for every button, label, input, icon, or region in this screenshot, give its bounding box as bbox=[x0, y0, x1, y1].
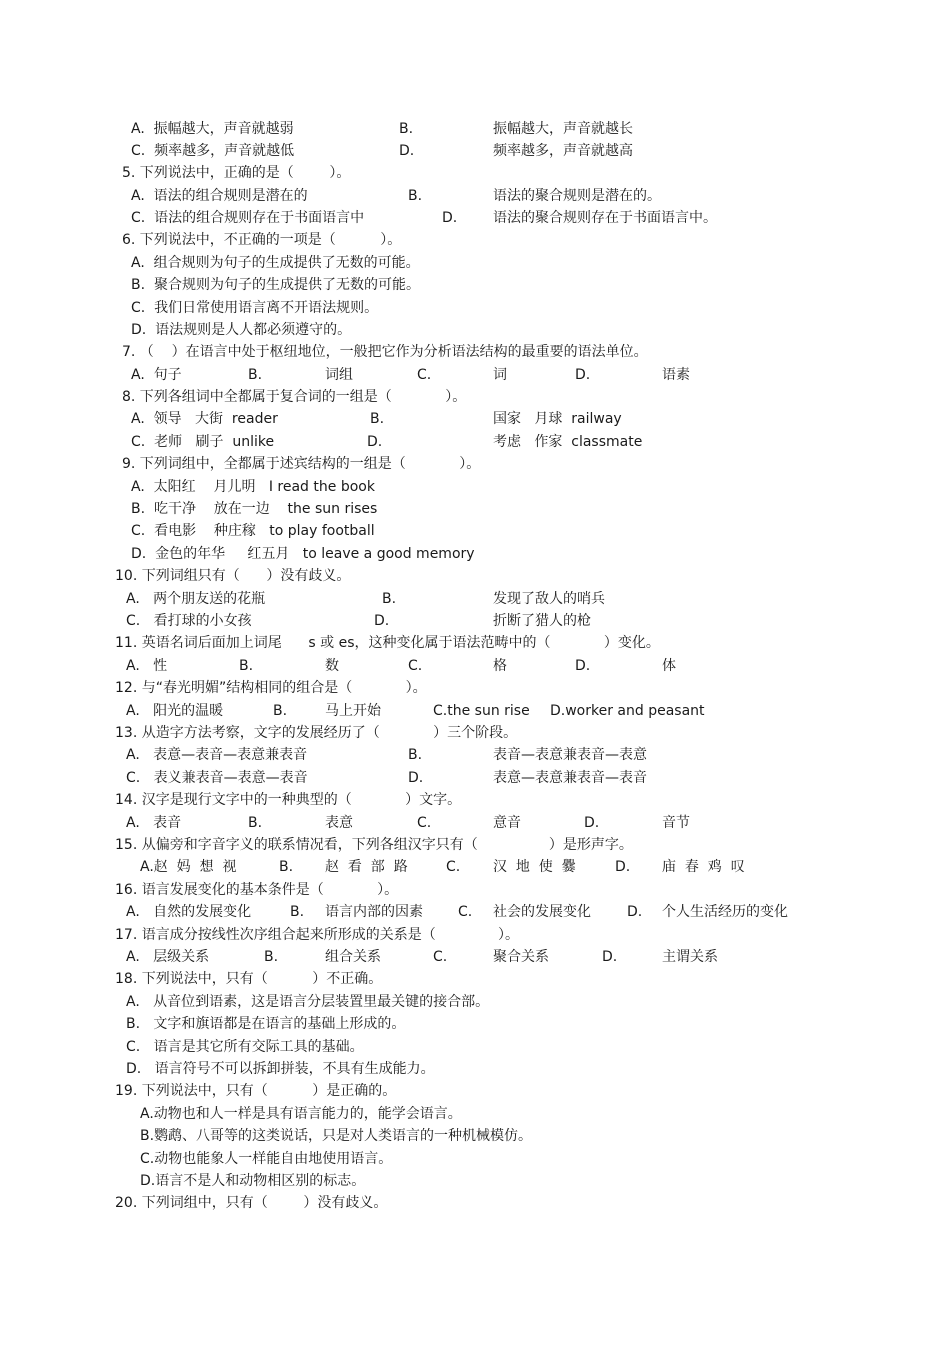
question-line: A. 性 bbox=[126, 658, 168, 674]
option-text: 表音—表意兼表音—表意 bbox=[493, 747, 647, 763]
option-text: D. bbox=[584, 815, 600, 831]
question-line: A. 层级关系 bbox=[126, 949, 210, 965]
question-line: 12. 与“春光明媚”结构相同的组合是（ ）。 bbox=[115, 680, 427, 696]
question-line: 8. 下列各组词中全都属于复合词的一组是（ ）。 bbox=[122, 389, 467, 405]
option-text: 组合关系 bbox=[325, 949, 381, 965]
question-line: B.鹦鹉、八哥等的这类说话，只是对人类语言的一种机械模仿。 bbox=[140, 1128, 533, 1144]
option-text: B. bbox=[273, 703, 288, 719]
option-text: 个人生活经历的变化 bbox=[662, 904, 788, 920]
question-line: A. 振幅越大，声音就越弱 bbox=[131, 121, 294, 137]
option-text: D. bbox=[615, 859, 631, 875]
option-text: 社会的发展变化 bbox=[493, 904, 591, 920]
option-text: D. bbox=[399, 143, 415, 159]
option-text: C. bbox=[417, 815, 432, 831]
question-line: B. 聚合规则为句子的生成提供了无数的可能。 bbox=[131, 277, 420, 293]
question-line: 17. 语言成分按线性次序组合起来所形成的关系是（ ）。 bbox=[115, 927, 520, 943]
option-text: D. bbox=[575, 658, 591, 674]
question-line: 6. 下列说法中，不正确的一项是（ ）。 bbox=[122, 232, 402, 248]
option-text: 体 bbox=[662, 658, 676, 674]
question-line: A. 两个朋友送的花瓶 bbox=[126, 591, 266, 607]
option-text: 赵 看 部 路 bbox=[325, 859, 408, 875]
option-text: D.worker and peasant bbox=[550, 703, 705, 719]
question-line: D. 金色的年华 红五月 to leave a good memory bbox=[131, 546, 475, 562]
option-text: 语素 bbox=[662, 367, 690, 383]
question-line: 19. 下列说法中，只有（ ）是正确的。 bbox=[115, 1083, 397, 1099]
question-line: A. 领导 大街 reader bbox=[131, 411, 278, 427]
option-text: 词组 bbox=[325, 367, 353, 383]
question-line: A. 表意—表音—表意兼表音 bbox=[126, 747, 308, 763]
option-text: 频率越多，声音就越高 bbox=[493, 143, 633, 159]
question-line: A. 组合规则为句子的生成提供了无数的可能。 bbox=[131, 255, 420, 271]
question-line: A. 阳光的温暖 bbox=[126, 703, 224, 719]
option-text: C. bbox=[433, 949, 448, 965]
question-line: 15. 从偏旁和字音字义的联系情况看，下列各组汉字只有（ ）是形声字。 bbox=[115, 837, 633, 853]
question-line: A. 句子 bbox=[131, 367, 182, 383]
question-line: 20. 下列词组中，只有（ ）没有歧义。 bbox=[115, 1195, 388, 1211]
question-line: A.赵 妈 想 视 bbox=[140, 859, 237, 875]
option-text: B. bbox=[279, 859, 294, 875]
question-line: C. 语法的组合规则存在于书面语言中 bbox=[131, 210, 365, 226]
option-text: B. bbox=[239, 658, 254, 674]
question-line: B. 吃干净 放在一边 the sun rises bbox=[131, 501, 378, 517]
question-line: 7. （ ）在语言中处于枢纽地位，一般把它作为分析语法结构的最重要的语法单位。 bbox=[122, 344, 648, 360]
option-text: 音节 bbox=[662, 815, 690, 831]
question-line: C. 频率越多，声音就越低 bbox=[131, 143, 295, 159]
question-line: A. 太阳红 月儿明 I read the book bbox=[131, 479, 375, 495]
question-line: 9. 下列词组中，全都属于述宾结构的一组是（ ）。 bbox=[122, 456, 481, 472]
question-line: C. 看打球的小女孩 bbox=[126, 613, 252, 629]
option-text: 聚合关系 bbox=[493, 949, 549, 965]
option-text: C. bbox=[408, 658, 423, 674]
option-text: 意音 bbox=[493, 815, 521, 831]
option-text: B. bbox=[290, 904, 305, 920]
option-text: B. bbox=[399, 121, 414, 137]
option-text: B. bbox=[264, 949, 279, 965]
option-text: 语法的聚合规则是潜在的。 bbox=[493, 188, 661, 204]
option-text: 折断了猎人的枪 bbox=[493, 613, 591, 629]
question-line: 18. 下列说法中，只有（ ）不正确。 bbox=[115, 971, 383, 987]
option-text: B. bbox=[248, 367, 263, 383]
option-text: B. bbox=[370, 411, 385, 427]
option-text: C. bbox=[458, 904, 473, 920]
option-text: 考虑 作家 classmate bbox=[493, 434, 643, 450]
option-text: B. bbox=[408, 188, 423, 204]
option-text: 发现了敌人的哨兵 bbox=[493, 591, 605, 607]
option-text: 汉 地 使 爨 bbox=[493, 859, 576, 875]
option-text: D. bbox=[602, 949, 618, 965]
question-line: 14. 汉字是现行文字中的一种典型的（ ）文字。 bbox=[115, 792, 462, 808]
option-text: 格 bbox=[493, 658, 507, 674]
question-line: 16. 语言发展变化的基本条件是（ ）。 bbox=[115, 882, 399, 898]
question-line: D. 语法规则是人人都必须遵守的。 bbox=[131, 322, 352, 338]
option-text: B. bbox=[382, 591, 397, 607]
option-text: D. bbox=[374, 613, 390, 629]
question-line: C.动物也能象人一样能自由地使用语言。 bbox=[140, 1151, 393, 1167]
option-text: 语法的聚合规则存在于书面语言中。 bbox=[493, 210, 717, 226]
question-line: B. 文字和旗语都是在语言的基础上形成的。 bbox=[126, 1016, 406, 1032]
option-text: C.the sun rise bbox=[433, 703, 530, 719]
question-line: 13. 从造字方法考察，文字的发展经历了（ ）三个阶段。 bbox=[115, 725, 518, 741]
question-line: 11. 英语名词后面加上词尾 s 或 es，这种变化属于语法范畴中的（ ）变化。 bbox=[115, 635, 660, 651]
option-text: 马上开始 bbox=[325, 703, 381, 719]
question-line: C. 语言是其它所有交际工具的基础。 bbox=[126, 1039, 364, 1055]
option-text: D. bbox=[408, 770, 424, 786]
question-line: A. 语法的组合规则是潜在的 bbox=[131, 188, 308, 204]
option-text: 庙 春 鸡 叹 bbox=[662, 859, 745, 875]
option-text: 数 bbox=[325, 658, 339, 674]
option-text: D. bbox=[442, 210, 458, 226]
option-text: D. bbox=[627, 904, 643, 920]
option-text: B. bbox=[408, 747, 423, 763]
option-text: 词 bbox=[493, 367, 507, 383]
question-line: A. 自然的发展变化 bbox=[126, 904, 252, 920]
question-line: A.动物也和人一样是具有语言能力的，能学会语言。 bbox=[140, 1106, 462, 1122]
option-text: 主谓关系 bbox=[662, 949, 718, 965]
question-line: C. 看电影 种庄稼 to play football bbox=[131, 523, 375, 539]
question-line: C. 老师 刷子 unlike bbox=[131, 434, 275, 450]
option-text: D. bbox=[367, 434, 383, 450]
option-text: C. bbox=[446, 859, 461, 875]
option-text: 表意—表意兼表音—表音 bbox=[493, 770, 647, 786]
question-line: A. 从音位到语素，这是语言分层装置里最关键的接合部。 bbox=[126, 994, 490, 1010]
option-text: B. bbox=[248, 815, 263, 831]
option-text: D. bbox=[575, 367, 591, 383]
option-text: 振幅越大，声音就越长 bbox=[493, 121, 633, 137]
question-line: A. 表音 bbox=[126, 815, 182, 831]
option-text: C. bbox=[417, 367, 432, 383]
question-line: 10. 下列词组只有（ ）没有歧义。 bbox=[115, 568, 351, 584]
option-text: 表意 bbox=[325, 815, 353, 831]
question-line: D.语言不是人和动物相区别的标志。 bbox=[140, 1173, 366, 1189]
question-line: C. 我们日常使用语言离不开语法规则。 bbox=[131, 300, 379, 316]
question-line: D. 语言符号不可以拆卸拼装，不具有生成能力。 bbox=[126, 1061, 435, 1077]
question-line: 5. 下列说法中，正确的是（ ）。 bbox=[122, 165, 351, 181]
option-text: 国家 月球 railway bbox=[493, 411, 622, 427]
option-text: 语言内部的因素 bbox=[325, 904, 423, 920]
question-line: C. 表义兼表音—表意—表音 bbox=[126, 770, 308, 786]
